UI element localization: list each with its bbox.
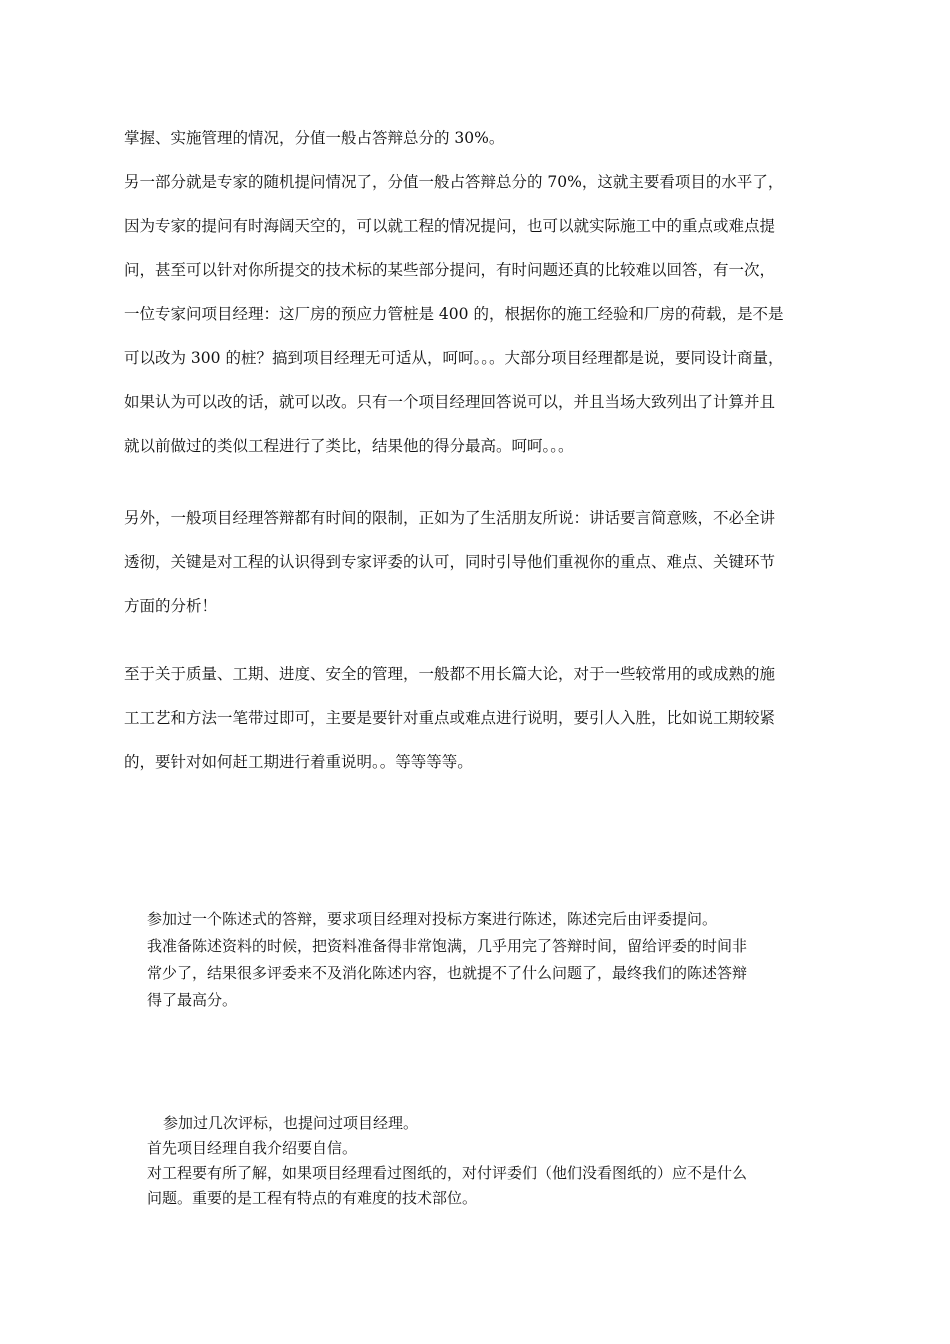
- paragraph-line: 一位专家问项目经理：这厂房的预应力管桩是 400 的，根据你的施工经验和厂房的荷载，是不是: [124, 305, 784, 323]
- paragraph-line: 掌握、实施管理的情况，分值一般占答辩总分的 30%。: [124, 129, 505, 147]
- paragraph-line: 常少了，结果很多评委来不及消化陈述内容，也就提不了什么问题了，最终我们的陈述答辩: [147, 964, 748, 982]
- paragraph-line: 我准备陈述资料的时候，把资料准备得非常饱满，几乎用完了答辩时间，留给评委的时间非: [147, 937, 748, 955]
- paragraph-line: 另一部分就是专家的随机提问情况了，分值一般占答辩总分的 70%，这就主要看项目的水平了，: [124, 173, 784, 191]
- paragraph-line: 可以改为 300 的桩？搞到项目经理无可适从，呵呵。。。大部分项目经理都是说，要同设计商量，: [124, 349, 784, 367]
- paragraph-line: 首先项目经理自我介绍要自信。: [147, 1139, 358, 1157]
- paragraph-line: 参加过几次评标，也提问过项目经理。: [163, 1114, 419, 1132]
- paragraph-line: 就以前做过的类似工程进行了类比，结果他的得分最高。呵呵。。。: [124, 437, 574, 455]
- paragraph-line: 如果认为可以改的话，就可以改。只有一个项目经理回答说可以，并且当场大致列出了计算并且: [124, 393, 776, 411]
- paragraph-line: 另外，一般项目经理答辩都有时间的限制，正如为了生活朋友所说：讲话要言简意赅，不必全讲: [124, 509, 776, 527]
- paragraph-line: 方面的分析！: [124, 597, 218, 615]
- paragraph-line: 参加过一个陈述式的答辩，要求项目经理对投标方案进行陈述，陈述完后由评委提问。: [147, 910, 718, 928]
- paragraph-line: 透彻，关键是对工程的认识得到专家评委的认可，同时引导他们重视你的重点、难点、关键环节: [124, 553, 776, 571]
- paragraph-line: 问，甚至可以针对你所提交的技术标的某些部分提问，有时问题还真的比较难以回答，有一次，: [124, 261, 776, 279]
- paragraph-line: 因为专家的提问有时海阔天空的，可以就工程的情况提问，也可以就实际施工中的重点或难点提: [124, 217, 776, 235]
- paragraph-line: 得了最高分。: [147, 991, 238, 1009]
- paragraph-line: 至于关于质量、工期、进度、安全的管理，一般都不用长篇大论，对于一些较常用的或成熟的施: [124, 665, 776, 683]
- paragraph-line: 对工程要有所了解，如果项目经理看过图纸的，对付评委们（他们没看图纸的）应不是什么: [147, 1164, 748, 1182]
- paragraph-line: 问题。重要的是工程有特点的有难度的技术部位。: [147, 1189, 478, 1207]
- paragraph-line: 的，要针对如何赶工期进行着重说明。。等等等等。: [124, 753, 473, 771]
- paragraph-line: 工工艺和方法一笔带过即可，主要是要针对重点或难点进行说明，要引人入胜，比如说工期较紧: [124, 709, 776, 727]
